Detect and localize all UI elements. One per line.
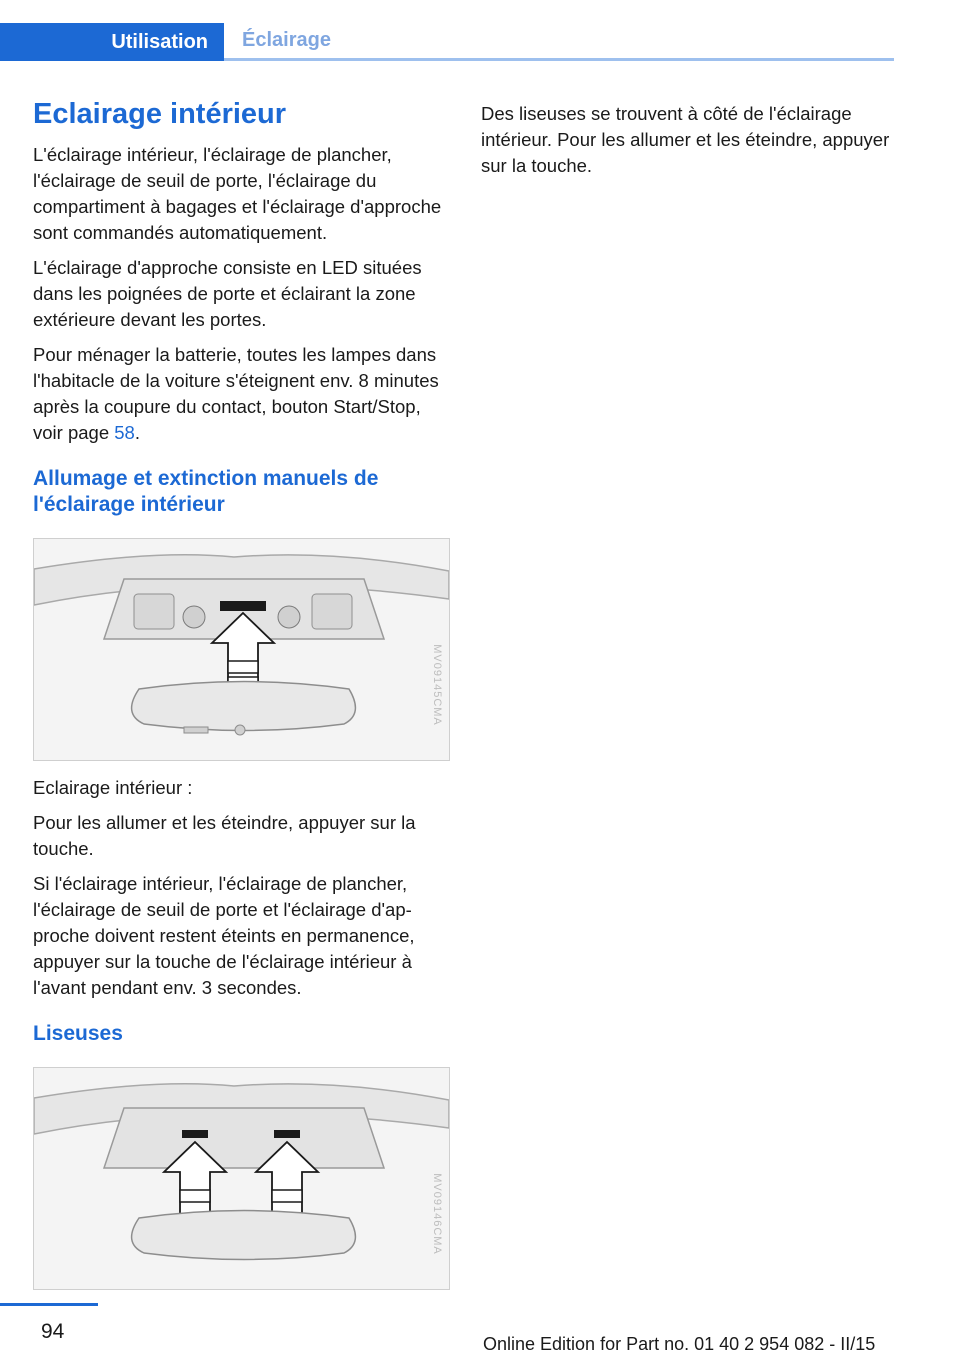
paragraph-automatic: L'éclairage intérieur, l'éclairage de plancher, l'éclairage de seuil de porte, l'éclairage du compartiment à bagages et l'éclairage d'approche sont commandés automatiquement. (33, 144, 442, 243)
paragraph-toggle: Pour les allumer et les éteindre, appuyer sur la touche. (33, 812, 416, 859)
figure-interior-light (33, 538, 450, 761)
tab-utilisation: Utilisation (0, 23, 224, 61)
footer-accent-bar (0, 1303, 98, 1306)
figure-code: MV09146CMA (431, 1173, 444, 1255)
section-heading-liseuses: Liseuses (33, 1022, 123, 1045)
paragraph-reading-lights: Des liseuses se trouvent à côté de l'éclairage intérieur. Pour les allumer et les éteindre, appuyer sur la touche. (481, 103, 890, 176)
paragraph-approach-light: L'éclairage d'approche consiste en LED situées dans les poignées de porte et éclairant la zone extérieure devant les portes. (33, 257, 422, 330)
page-link[interactable]: 58 (114, 422, 135, 443)
battery-end: . (134, 422, 140, 443)
edition-text: Online Edition for Part no. 01 40 2 954 082 - II/15 (483, 1334, 876, 1354)
figure-code: MV09145CMA (431, 644, 444, 726)
page-number: 94 (41, 1320, 65, 1343)
section-heading-manual: Allumage et extinction manuels de l'éclairage intérieur (33, 467, 379, 516)
figure-reading-lights (33, 1067, 450, 1290)
battery-text: Pour ménager la batterie, toutes les lampes dans l'habitacle de la voiture s'éteignent env. 8 minutes après la coupure du contact, bouton Start/Stop, voir page (33, 344, 439, 443)
figure-caption: Eclairage intérieur : (33, 777, 193, 798)
paragraph-battery (33, 342, 453, 446)
paragraph-permanent-off: Si l'éclairage intérieur, l'éclairage de plancher, l'éclairage de seuil de porte et l'éclairage d'approche doivent restent éteints en permanence, appuyer sur la touche de l'éclairage intérieur à l'avant pendant env. 3 secondes. (33, 873, 415, 998)
page-title: Eclairage intérieur (33, 98, 287, 130)
reading-lights-illustration (34, 1068, 449, 1289)
right-column (481, 101, 901, 188)
interior-light-illustration (34, 539, 449, 760)
tab-eclairage: Éclairage (224, 23, 894, 61)
left-column (33, 96, 453, 1304)
